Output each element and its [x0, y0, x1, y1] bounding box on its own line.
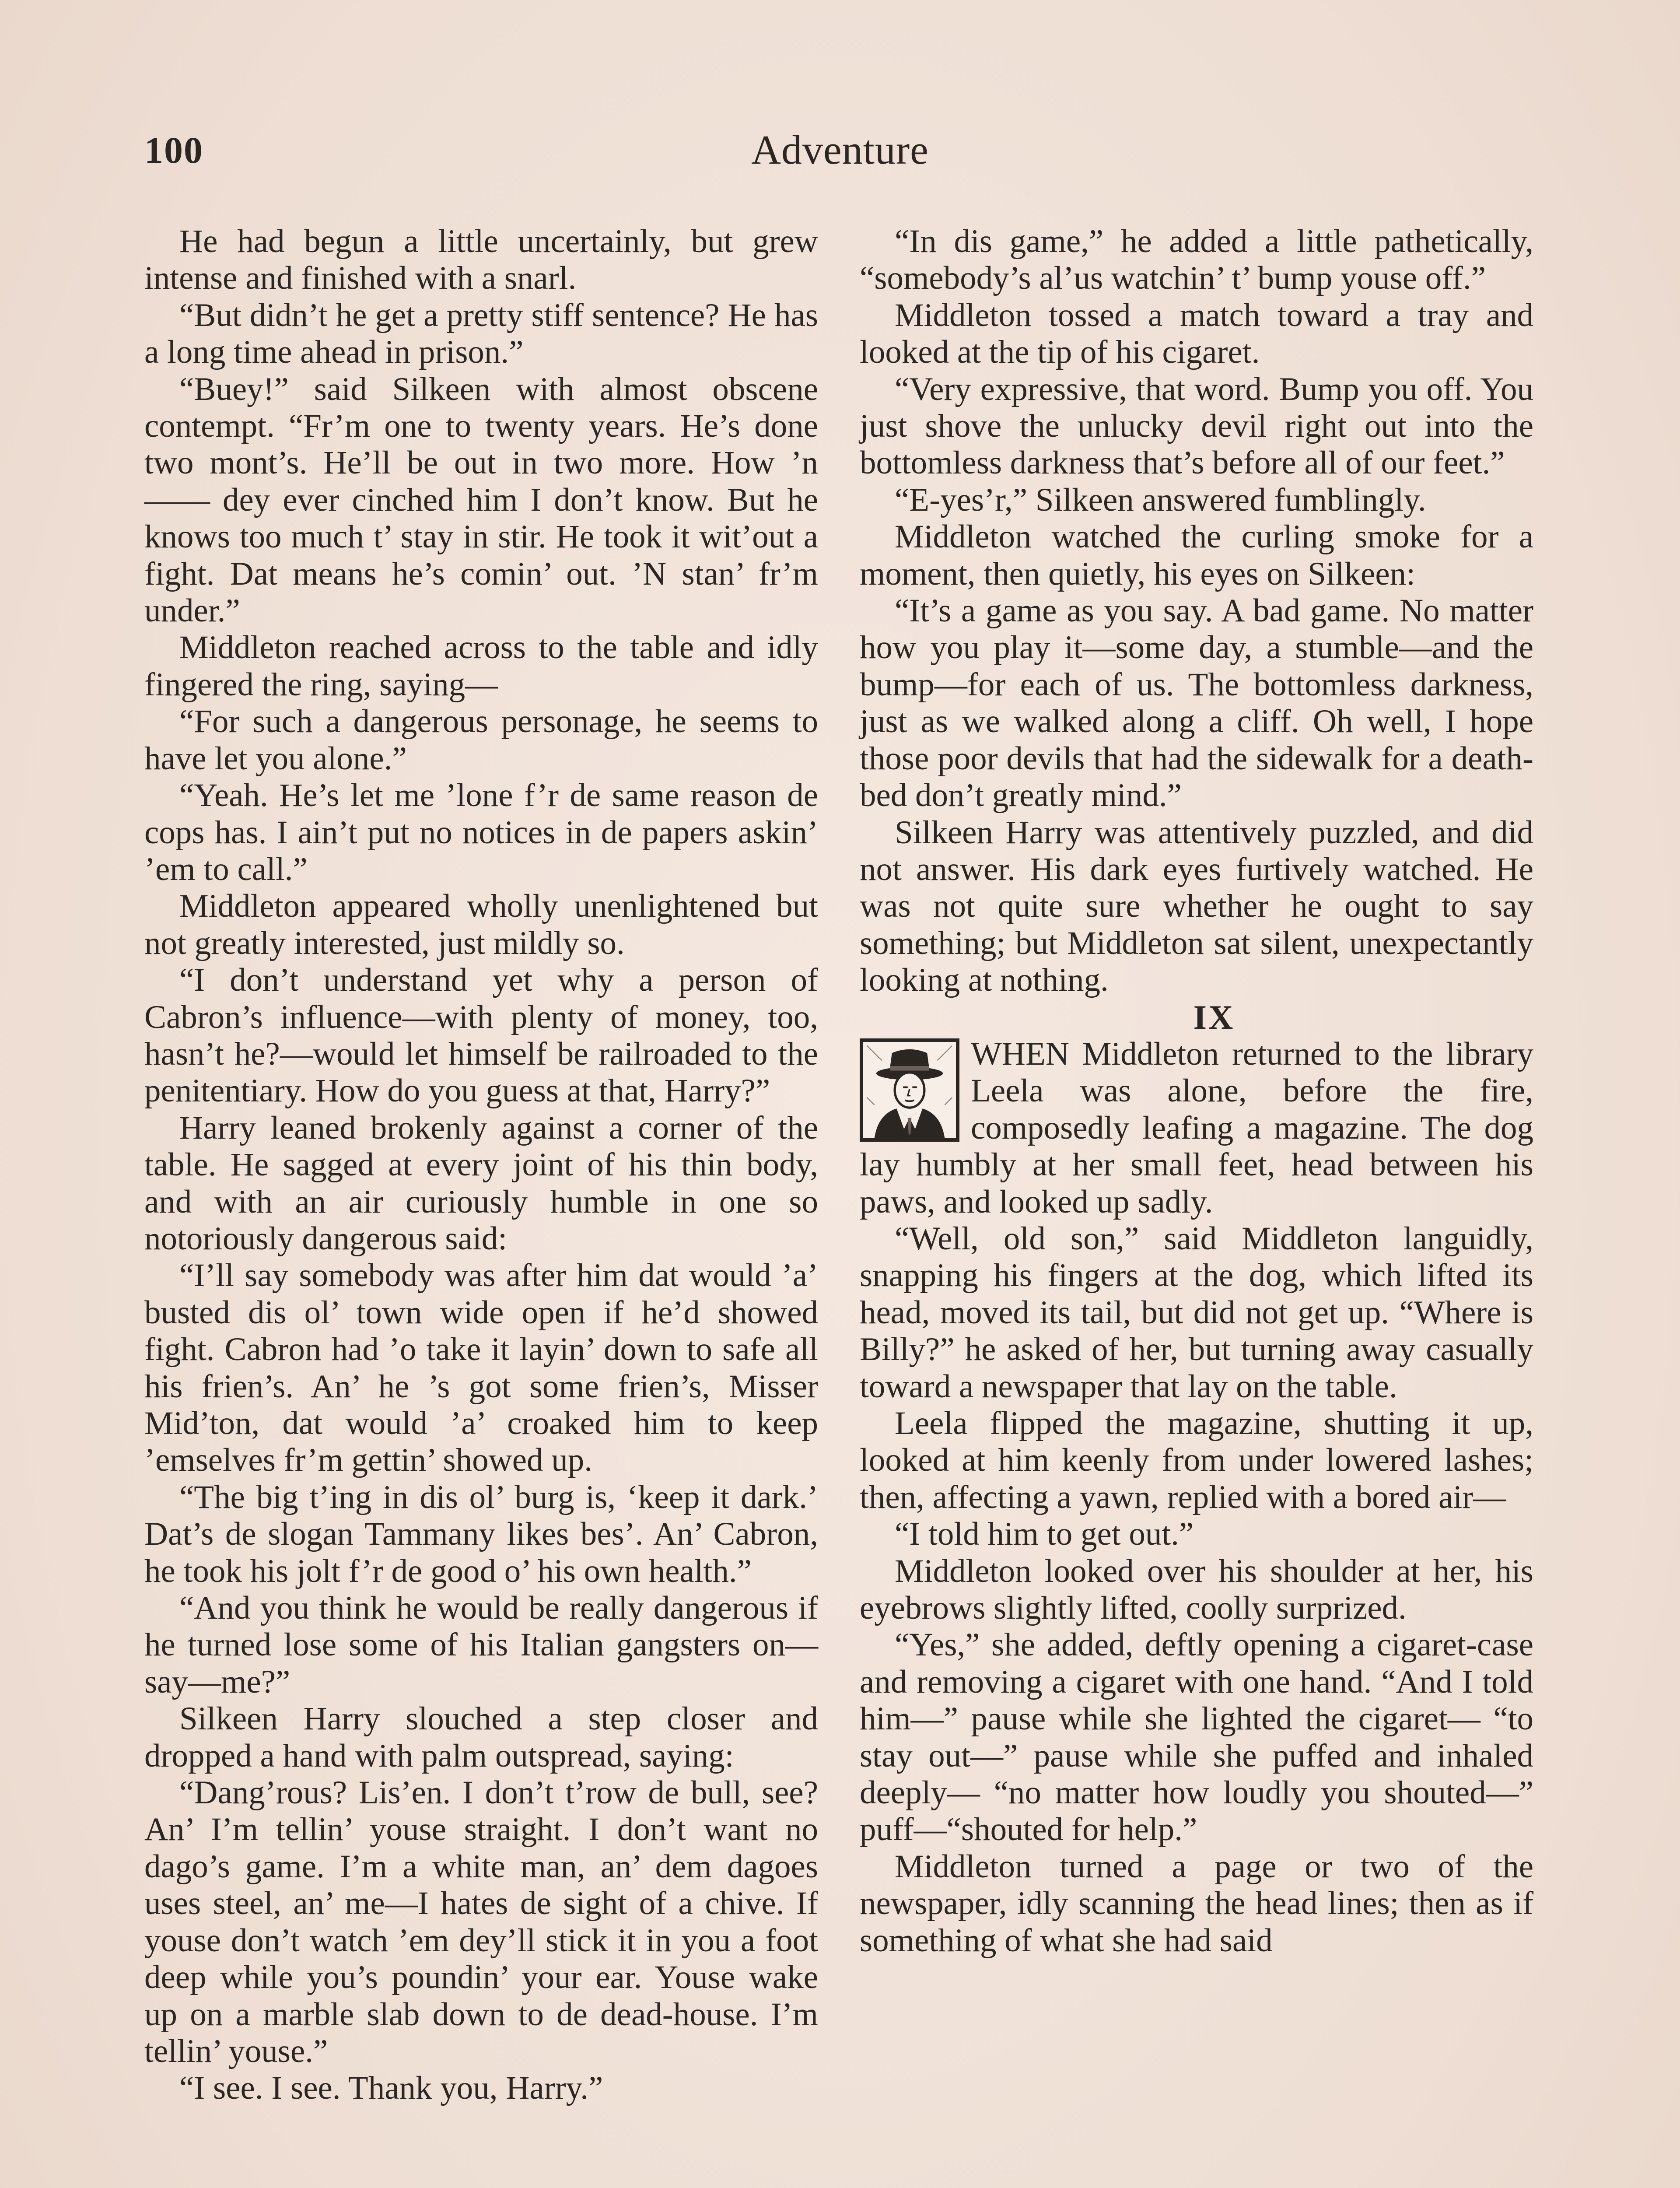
- paragraph: Middleton looked over his shoulder at her, his eyebrows slightly lifted, coolly surprized.: [860, 1553, 1533, 1627]
- paragraph: “And you think he would be really dangerous if he turned lose some of his Italian gangsters on—say—me?”: [144, 1590, 818, 1700]
- paragraph: “In dis game,” he added a little pathetically, “somebody’s al’us watchin’ t’ bump youse off.”: [860, 223, 1533, 297]
- paragraph: Middleton tossed a match toward a tray and looked at the tip of his cigaret.: [860, 297, 1533, 371]
- paragraph: “Yeah. He’s let me ’lone f’r de same reason de cops has. I ain’t put no notices in de papers askin’ ’em to call.”: [144, 777, 818, 887]
- paragraph: Leela flipped the magazine, shutting it up, looked at him keenly from under lowered lashes; then, affecting a yawn, replied with a bored air—: [860, 1405, 1533, 1515]
- paragraph: “Yes,” she added, deftly opening a cigaret-case and removing a cigaret with one hand. “And I told him—” pause while she lighted the cigaret— “to stay out—” pause while she puffed and inhaled deeply— “no matter how loudly you shouted—” puff—“shouted for help.”: [860, 1627, 1533, 1848]
- running-title: Adventure: [751, 127, 929, 173]
- paragraph: “The big t’ing in dis ol’ burg is, ‘keep it dark.’ Dat’s de slogan Tammany likes bes’. An’ Cabron, he took his jolt f’r de good o’ his own health.”: [144, 1479, 818, 1589]
- paragraph: “But didn’t he get a pretty stiff sentence? He has a long time ahead in prison.”: [144, 297, 818, 371]
- paragraph: “Very expressive, that word. Bump you off. You just shove the unlucky devil right out into the bottomless darkness that’s before all of our feet.”: [860, 371, 1533, 481]
- paragraph: “E-yes’r,” Silkeen answered fumblingly.: [895, 481, 1426, 518]
- paragraph: WHEN Middleton returned to the library Leela was alone, before the fire, composedly leafing a magazine. The dog lay humbly at her small feet, head between his paws, and looked up sadly.: [860, 1035, 1533, 1220]
- man-in-hat-portrait-icon: [860, 1038, 959, 1142]
- paragraph: “I see. I see. Thank you, Harry.”: [179, 2070, 603, 2107]
- paragraph: “For such a dangerous personage, he seems to have let you alone.”: [144, 703, 818, 777]
- paragraph: “I don’t understand yet why a person of Cabron’s influence—with plenty of money, too, hasn’t he?—would let himself be railroaded to the penitentiary. How do you guess at that, Harry?”: [144, 962, 818, 1109]
- paragraph: Middleton appeared wholly unenlightened but not greatly interested, just mildly so.: [144, 888, 818, 961]
- chapter-heading: IX: [1193, 998, 1235, 1036]
- paragraph: “Dang’rous? Lis’en. I don’t t’row de bull, see? An’ I’m tellin’ youse straight. I don’t want no dago’s game. I’m a white man, an’ dem dagoes uses steel, an’ me—I hates de sight of a chive. If youse don’t watch ’em dey’ll stick it in you a foot deep while you’s poundin’ your ear. Youse wake up on a marble slab down to de dead-house. I’m tellin’ youse.”: [144, 1774, 818, 2069]
- paragraph: He had begun a little uncertainly, but grew intense and finished with a snarl.: [144, 223, 818, 297]
- left-text-column: [144, 223, 818, 2107]
- paragraph: Silkeen Harry slouched a step closer and dropped a hand with palm outspread, saying:: [144, 1701, 818, 1774]
- paragraph: Harry leaned brokenly against a corner of the table. He sagged at every joint of his thin body, and with an air curiously humble in one so notoriously dangerous said:: [144, 1109, 818, 1257]
- paragraph: Middleton reached across to the table and idly fingered the ring, saying—: [144, 629, 818, 703]
- paragraph: “I’ll say somebody was after him dat would ’a’ busted dis ol’ town wide open if he’d showed fight. Cabron had ’o take it layin’ down to safe all his frien’s. An’ he ’s got some frien’s, Misser Mid’ton, dat would ’a’ croaked him to keep ’emselves fr’m gettin’ showed up.: [144, 1257, 818, 1479]
- paragraph: “It’s a game as you say. A bad game. No matter how you play it—some day, a stumble—and the bump—for each of us. The bottomless darkness, just as we walked along a cliff. Oh well, I hope those poor devils that had the sidewalk for a death-bed don’t greatly mind.”: [860, 593, 1533, 814]
- paragraph: “I told him to get out.”: [895, 1516, 1194, 1553]
- paragraph: “Well, old son,” said Middleton languidly, snapping his fingers at the dog, which lifted its head, moved its tail, but did not get up. “Where is Billy?” he asked of her, but turning away casually toward a newspaper that lay on the table.: [860, 1220, 1533, 1405]
- right-text-column: [860, 223, 1533, 1959]
- page-number: 100: [144, 129, 203, 171]
- paragraph: Middleton watched the curling smoke for a moment, then quietly, his eyes on Silkeen:: [860, 519, 1533, 592]
- paragraph: Middleton turned a page or two of the newspaper, idly scanning the head lines; then as if something of what she had said: [860, 1848, 1533, 1959]
- paragraph: Silkeen Harry was attentively puzzled, and did not answer. His dark eyes furtively watched. He was not quite sure whether he ought to say something; but Middleton sat silent, unexpectantly looking at nothing.: [860, 814, 1533, 999]
- paragraph: “Buey!” said Silkeen with almost obscene contempt. “Fr’m one to twenty years. He’s done two mont’s. He’ll be out in two more. How ’n —— dey ever cinched him I don’t know. But he knows too much t’ stay in stir. He took it wit’out a fight. Dat means he’s comin’ out. ’N stan’ fr’m under.”: [144, 371, 818, 629]
